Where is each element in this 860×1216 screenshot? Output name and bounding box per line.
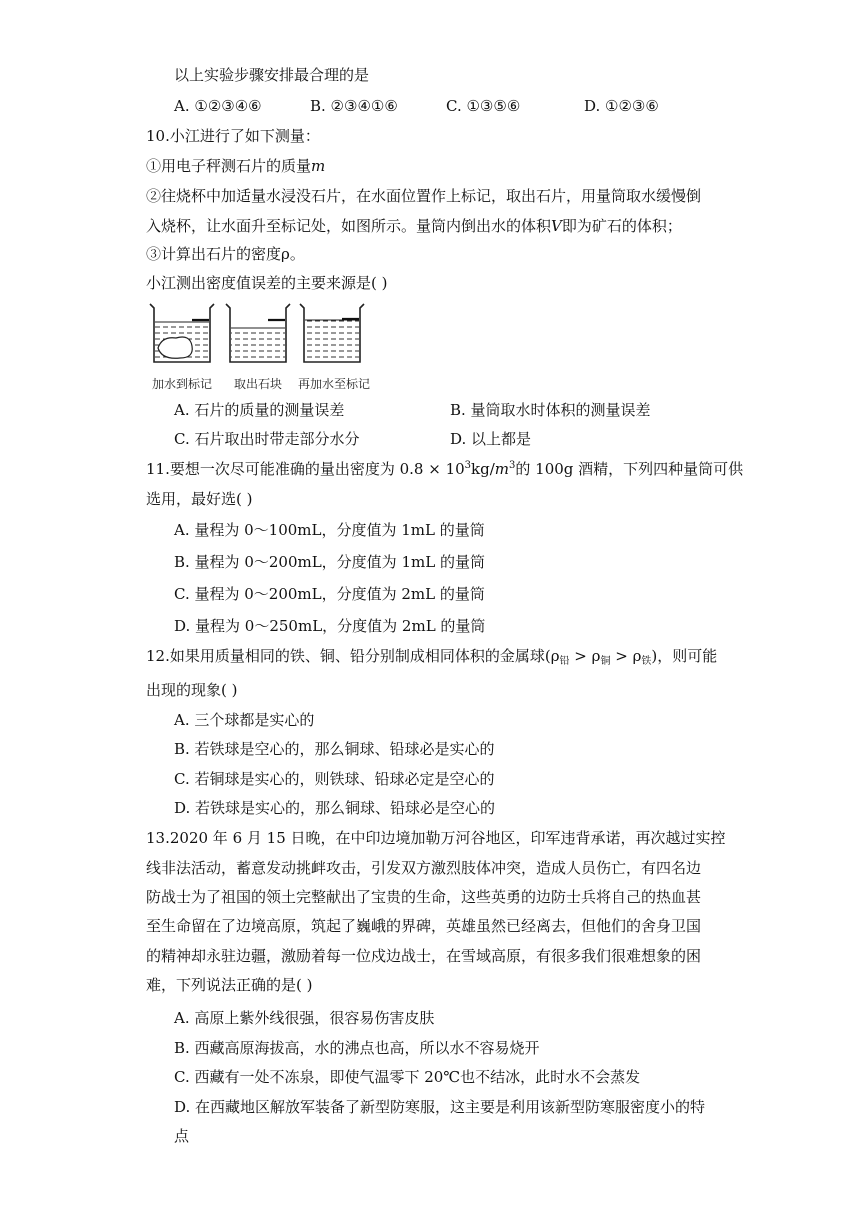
- q11-unit-exp: 3: [509, 460, 516, 471]
- q10-step2-b: 即为矿石的体积；: [561, 217, 682, 235]
- beaker-2-icon: [226, 304, 290, 362]
- caption-3: 再加水至标记: [298, 377, 371, 391]
- q10-step2-var: V: [551, 217, 562, 235]
- q10-option-a: A. 石片的质量的测量误差: [174, 401, 345, 419]
- q9-stem-tail: 以上实验步骤安排最合理的是: [174, 66, 370, 84]
- q10-option-c: C. 石片取出时带走部分水分: [174, 430, 360, 448]
- q11-unit: kg/: [471, 460, 495, 478]
- q11-unit-m: m: [494, 460, 510, 478]
- q10-step2-a: 入烧杯，让水面升至标记处，如图所示。量筒内倒出水的体积: [146, 217, 552, 235]
- caption-1: 加水到标记: [152, 377, 213, 391]
- q11-option-b: B. 量程为 0～200mL，分度值为 1mL 的量筒: [174, 553, 485, 571]
- q10-step3: ③计算出石片的密度ρ。: [146, 245, 305, 263]
- beakers-svg: [146, 300, 376, 370]
- q9-option-d: D. ①②③⑥: [584, 97, 659, 115]
- q10-question: 小江测出密度值误差的主要来源是( ): [146, 274, 388, 292]
- q10-title: 10.小江进行了如下测量：: [146, 127, 320, 145]
- q11-option-d: D. 量程为 0～250mL，分度值为 2mL 的量筒: [174, 617, 486, 635]
- q13-line-4: 至生命留在了边境高原，筑起了巍峨的界碑，英雄虽然已经离去，但他们的舍身卫国: [146, 917, 702, 935]
- q13-line-3: 防战士为了祖国的领土完整献出了宝贵的生命，这些英勇的边防士兵将自己的热血甚: [146, 888, 702, 906]
- beaker-figure: [146, 300, 376, 392]
- q12-option-d: D. 若铁球是实心的，那么铜球、铅球必是空心的: [174, 799, 496, 817]
- q10-step2-line1: ②往烧杯中加适量水浸没石片，在水面位置作上标记，取出石片，用量筒取水缓慢倒: [146, 187, 702, 205]
- q12-text-a: 12.如果用质量相同的铁、铜、铅分别制成相同体积的金属球(ρ: [146, 647, 560, 665]
- q12-line1: [146, 646, 717, 666]
- q10-option-d: D. 以上都是: [450, 430, 532, 448]
- q10-step2-line2: [146, 216, 682, 236]
- q9-option-a: A. ①②③④⑥: [174, 97, 262, 115]
- q9-option-c: C. ①③⑤⑥: [446, 97, 521, 115]
- q10-step1: [146, 156, 325, 176]
- q13-line-6: 难，下列说法正确的是( ): [146, 976, 313, 994]
- q13-option-c: C. 西藏有一处不冻泉，即使气温零下 20℃也不结冰，此时水不会蒸发: [174, 1068, 641, 1086]
- q12-text-b: )，则可能: [651, 647, 718, 665]
- q11-text-b: 的 100g 酒精，下列四种量筒可供: [515, 460, 744, 478]
- q11-text-a: 11.要想一次尽可能准确的量出密度为 0.8 × 10: [146, 460, 465, 478]
- q12-sub-lead: 铅: [559, 656, 570, 667]
- caption-2: 取出石块: [234, 377, 283, 391]
- q13-line-2: 线非法活动，蓄意发动挑衅攻击，引发双方激烈肢体冲突，造成人员伤亡，有四名边: [146, 859, 702, 877]
- q10-step1-text: ①用电子秤测石片的质量: [146, 157, 312, 175]
- q9-option-b: B. ②③④①⑥: [310, 97, 398, 115]
- q13-line-5: 的精神却永驻边疆，激励着每一位戍边战士，在雪域高原，有很多我们很难想象的困: [146, 947, 702, 965]
- q10-step1-var: m: [311, 157, 326, 175]
- q13-option-d: D. 在西藏地区解放军装备了新型防寒服，这主要是利用该新型防寒服密度小的特: [174, 1098, 706, 1116]
- q12-gt-1: > ρ: [569, 647, 601, 665]
- beaker-3-icon: [300, 304, 364, 362]
- q12-option-a: A. 三个球都是实心的: [174, 711, 315, 729]
- q11-line2: 选用，最好选( ): [146, 490, 253, 508]
- q12-option-c: C. 若铜球是实心的，则铁球、铅球必定是空心的: [174, 770, 495, 788]
- q11-option-a: A. 量程为 0～100mL，分度值为 1mL 的量筒: [174, 521, 485, 539]
- q13-line-1: 13.2020 年 6 月 15 日晚，在中印边境加勒万河谷地区，印军违背承诺，再次越过实控: [146, 829, 726, 847]
- q12-line2: 出现的现象( ): [146, 681, 238, 699]
- q12-gt-2: > ρ: [610, 647, 642, 665]
- q12-option-b: B. 若铁球是空心的，那么铜球、铅球必是实心的: [174, 740, 495, 758]
- q11-line1: [146, 459, 743, 479]
- q12-sub-copper: 铜: [600, 656, 611, 667]
- q12-sub-iron: 铁: [641, 656, 652, 667]
- q13-option-a: A. 高原上紫外线很强，很容易伤害皮肤: [174, 1009, 435, 1027]
- beaker-1-icon: [150, 304, 214, 362]
- q11-exp: 3: [464, 460, 472, 471]
- q11-option-c: C. 量程为 0～200mL，分度值为 2mL 的量筒: [174, 585, 485, 603]
- q10-option-b: B. 量筒取水时体积的测量误差: [450, 401, 651, 419]
- q13-option-b: B. 西藏高原海拔高，水的沸点也高，所以水不容易烧开: [174, 1039, 540, 1057]
- q13-option-d-cont: 点: [174, 1127, 190, 1145]
